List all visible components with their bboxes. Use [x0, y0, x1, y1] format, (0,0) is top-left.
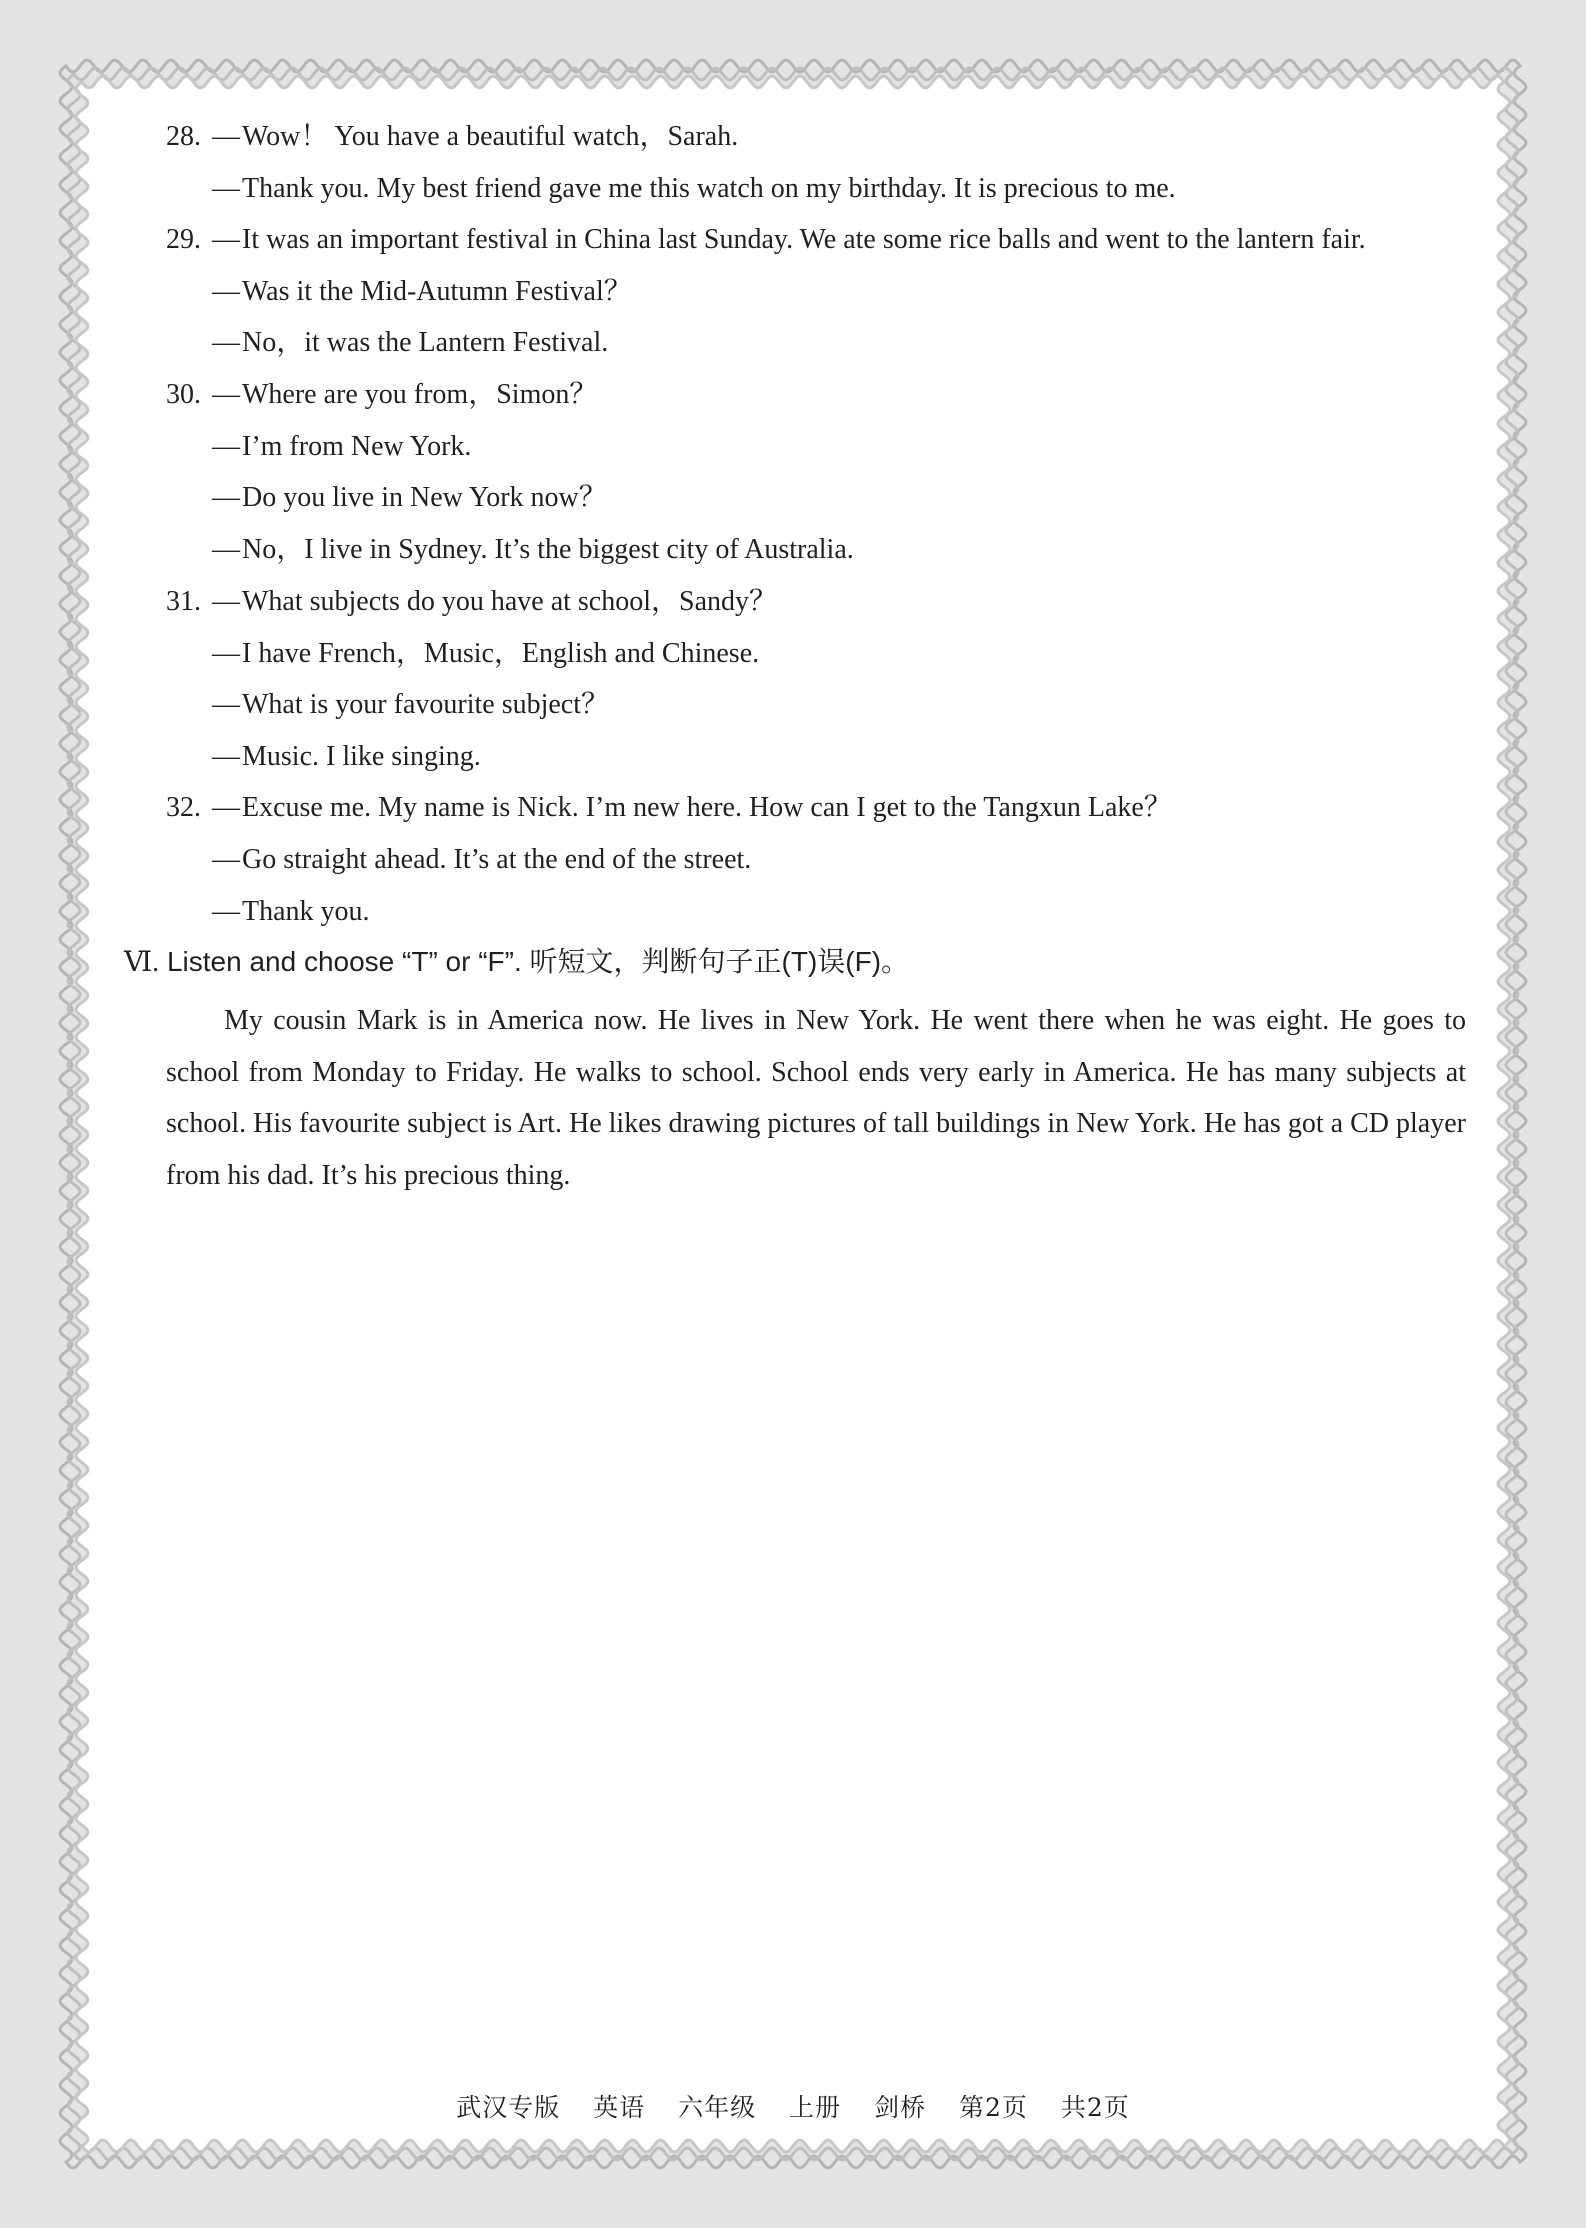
section-roman-numeral: Ⅵ.	[124, 947, 160, 978]
listening-passage: My cousin Mark is in America now. He lives in New York. He went there when he was eight. He goes to school from Monday to Friday. He walks to school. School ends very early in America. He has many subjects at school. His favourite subject is Art. He likes drawing pictures of tall buildings in New York. He has got a CD player from his dad. It’s his precious thing.	[166, 1005, 1466, 1191]
question-number: 30.	[166, 379, 201, 410]
question-28-line-2	[212, 172, 1176, 206]
dialogue-dash: —	[212, 431, 240, 462]
question-29-line-3	[212, 326, 608, 360]
dialogue-text: What subjects do you have at school，Sandy？	[242, 586, 778, 617]
dialogue-dash: —	[212, 379, 240, 410]
dialogue-text: Do you live in New York now？	[242, 482, 607, 513]
dialogue-text: No，it was the Lantern Festival.	[242, 327, 609, 358]
dialogue-dash: —	[212, 534, 240, 565]
dialogue-dash: —	[212, 896, 240, 927]
dialogue-text: Thank you.	[242, 896, 370, 927]
question-30-line-1	[166, 378, 597, 412]
dialogue-dash: —	[212, 792, 240, 823]
question-30-line-4	[212, 533, 854, 567]
footer-grade: 六年级	[678, 2093, 757, 2122]
dialogue-text: Wow！ You have a beautiful watch，Sarah.	[242, 121, 739, 152]
dialogue-text: Where are you from，Simon？	[242, 379, 598, 410]
question-number: 28.	[166, 121, 201, 152]
footer-edition: 武汉专版	[456, 2093, 561, 2122]
dialogue-text: Thank you. My best friend gave me this watch on my birthday. It is precious to me.	[242, 173, 1176, 204]
dialogue-text: I’m from New York.	[242, 431, 472, 462]
question-32-line-3	[212, 895, 370, 929]
footer-page-number: 第2页	[959, 2093, 1028, 2122]
dialogue-dash: —	[212, 173, 240, 204]
dialogue-text: Excuse me. My name is Nick. I’m new here. How can I get to the Tangxun Lake？	[242, 792, 1172, 823]
question-31-line-4	[212, 740, 481, 774]
footer-subject: 英语	[593, 2093, 646, 2122]
question-32-line-2	[212, 843, 751, 877]
footer-publisher: 剑桥	[874, 2093, 927, 2122]
dialogue-text: It was an important festival in China last Sunday. We ate some rice balls and went to the lantern fair.	[242, 224, 1366, 255]
question-29-line-1	[166, 223, 1366, 257]
dialogue-text: Go straight ahead. It’s at the end of the street.	[242, 844, 752, 875]
dialogue-dash: —	[212, 741, 240, 772]
section-instruction: Listen and choose “T” or “F”. 听短文，判断句子正(T)误(F)。	[159, 946, 910, 977]
question-28-line-1	[166, 120, 738, 154]
dialogue-dash: —	[212, 482, 240, 513]
dialogue-dash: —	[212, 224, 240, 255]
dialogue-dash: —	[212, 121, 240, 152]
dialogue-text: No，I live in Sydney. It’s the biggest city of Australia.	[242, 534, 854, 565]
question-32-line-1	[166, 791, 1172, 825]
dialogue-dash: —	[212, 844, 240, 875]
question-number: 32.	[166, 792, 201, 823]
question-number: 29.	[166, 224, 201, 255]
dialogue-text: Music. I like singing.	[242, 741, 481, 772]
question-31-line-2	[212, 637, 759, 671]
question-31-line-1	[166, 585, 777, 619]
dialogue-dash: —	[212, 276, 240, 307]
page-footer	[0, 2092, 1586, 2124]
dialogue-dash: —	[212, 327, 240, 358]
footer-volume: 上册	[789, 2093, 842, 2122]
dialogue-text: What is your favourite subject？	[242, 689, 610, 720]
dialogue-dash: —	[212, 689, 240, 720]
question-29-line-2	[212, 275, 632, 309]
section-heading	[124, 945, 909, 980]
question-30-line-2	[212, 430, 471, 464]
dialogue-text: I have French，Music，English and Chinese.	[242, 638, 760, 669]
dialogue-dash: —	[212, 638, 240, 669]
question-number: 31.	[166, 586, 201, 617]
dialogue-dash: —	[212, 586, 240, 617]
dialogue-text: Was it the Mid-Autumn Festival？	[242, 276, 632, 307]
question-31-line-3	[212, 688, 609, 722]
footer-total-pages: 共2页	[1060, 2093, 1130, 2122]
question-30-line-3	[212, 481, 607, 515]
